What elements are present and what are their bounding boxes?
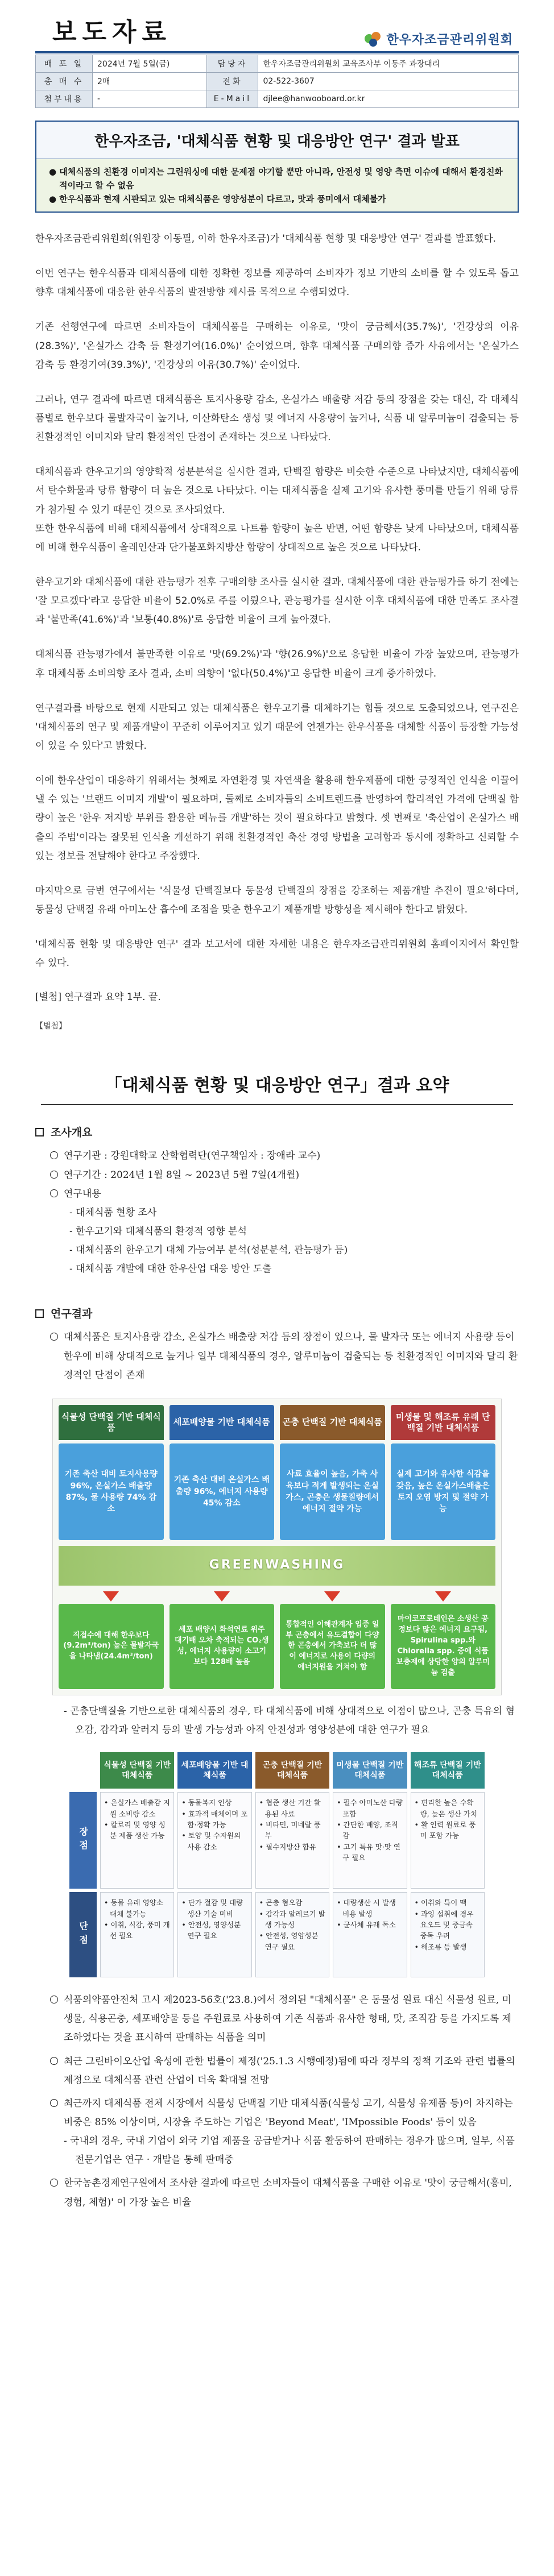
figure-merit-box: 사료 효율이 높음, 가축 사육보다 적게 발생되는 온실가스, 곤충은 생물질량에서 에너지 절약 가능 [280, 1443, 385, 1540]
figure-corner [69, 1752, 97, 1789]
press-title: 보도자료 [52, 18, 172, 47]
headline-point: ● 한우식품과 현재 시판되고 있는 대체식품은 영양성분이 다르고, 맛과 풍미에서 대체불가 [49, 194, 386, 204]
logo [365, 30, 519, 48]
comparison-cell: • 편리한 높은 수확량, 높은 생산 가치 • 활 인력 원료로 풍미 포함 가능 [411, 1792, 485, 1889]
logo-text: 한우자조금관리위원회 [386, 33, 513, 47]
square-bullet-icon [35, 1309, 44, 1318]
figure-column [280, 1405, 385, 1540]
figure-column-head: 곤충 단백질 기반 대체식품 [280, 1405, 385, 1440]
paragraph: 이번 연구는 한우식품과 대체식품에 대한 정확한 정보를 제공하여 소비자가 정보 기반의 소비를 할 수 있도록 돕고 향후 대체식품에 대응한 한우식품의 발전방향 제시를 목적으로 수행되었다. [35, 268, 519, 298]
meta-label: E-Mail [207, 90, 258, 108]
circle-bullet-icon [50, 2099, 58, 2107]
comparison-cell: • 협준 생산 기간 활용된 사료 • 비타민, 미네랄 풍부 • 필수지방산 함유 [255, 1792, 329, 1889]
figure-demerit-box: 세포 배양시 화석연료 위주 대기배 오차 축적되는 CO₂생성, 에너지 사용량이 소고기보다 128배 높음 [169, 1604, 275, 1689]
paragraph: 연구결과를 바탕으로 현재 시판되고 있는 대체식품은 한우고기를 대체하기는 힘들 것으로 도출되었으나, 연구진은 '대체식품의 연구 및 제품개발이 꾸준히 이루어지고 있기 때문에 언젠가는 한우식품을 대체할 식품이 등장할 가능성이 있을 수 있다'고 밝혔다. [35, 702, 519, 752]
comparison-cell: • 동물복지 인상 • 효과적 매체이며 포함·정확 가능 • 토양 및 수자원의 사용 감소 [177, 1792, 251, 1889]
attachment-tag: 【별첨】 [35, 1022, 67, 1031]
meta-value: 2매 [93, 73, 207, 90]
down-arrow-icon [391, 1591, 496, 1604]
figure-column-head: 세포배양물 기반 대체식품 [169, 1405, 275, 1440]
comparison-cell: • 온실가스 배출감 지원 소비량 감소 • 칼로리 및 영양 성분 제품 생산 가능 [100, 1792, 174, 1889]
comparison-column-head: 식물성 단백질 기반 대체식품 [100, 1752, 174, 1789]
overview-subitem: - 한우고기와 대체식품의 환경적 영향 분석 [69, 1225, 247, 1237]
results-item: 최근까지 대체식품 전체 시장에서 식물성 단백질 기반 대체식품(식물성 고기, 식물성 유제품 등)이 차지하는 비중은 85% 이상이며, 시장을 주도하는 기업은 'Beyond Meat', 'IMpossible Foods' 등이 있음 [35, 2094, 519, 2132]
comparison-cell: • 대량생산 시 발생 비용 발생 • 균사체 유래 독소 [333, 1892, 407, 1977]
comparison-cell: • 동물 유래 영양소 대체 불가능 • 이취, 식감, 풍미 개선 필요 [100, 1892, 174, 1977]
down-arrow-icon [280, 1591, 385, 1604]
overview-subitem: - 대체식품의 한우고기 대체 가능여부 분석(성분분석, 관능평가 등) [69, 1245, 348, 1256]
results-item: 식품의약품안전처 고시 제2023-56호('23.8.)에서 정의된 "대체식품" 은 동물성 원료 대신 식물성 원료, 미생물, 식용곤충, 세포배양물 등을 주원료로 사용하여 기존 식품과 유사한 형태, 맛, 조직감 등을 가지도록 제조하였다는 것을 표시하여 판매하는 식품을 의미 [35, 1991, 519, 2047]
article-body [35, 230, 519, 973]
greenwashing-band: GREENWASHING [59, 1546, 495, 1586]
meta-label: 전화 [207, 73, 258, 90]
meta-value: - [93, 90, 207, 108]
comparison-cell: • 단가 절감 및 대량 생산 기술 미비 • 안전성, 영양성분 연구 필요 [177, 1892, 251, 1977]
overview-item: 연구내용 [35, 1185, 519, 1204]
section-heading: 조사개요 [35, 1122, 519, 1143]
overview-subitem: - 대체식품 개발에 대한 한우산업 대응 방안 도출 [69, 1263, 272, 1275]
paragraph: 한우자조금관리위원회(위원장 이동필, 이하 한우자조금)가 '대체식품 현황 및 대응방안 연구' 결과를 발표했다. [35, 233, 497, 244]
results-item: 최근 그린바이오산업 육성에 관한 법률이 제정('25.1.3 시행예정)됨에 따라 정부의 정책 기조와 관련 법률의 제정으로 대체식품 관련 산업이 더욱 확대될 전망 [35, 2052, 519, 2090]
headline-title: 한우자조금, '대체식품 현황 및 대응방안 연구' 결과 발표 [36, 122, 518, 159]
comparison-column-head: 곤충 단백질 기반 대체식품 [255, 1752, 329, 1789]
overview-subitem: - 대체식품 현황 조사 [69, 1206, 157, 1218]
figure-merit-box: 기존 축산 대비 온실가스 배출량 96%, 에너지 사용량 45% 감소 [169, 1443, 275, 1540]
meta-label: 총 매 수 [36, 73, 93, 90]
meta-label: 담당자 [207, 55, 258, 73]
results-item: 대체식품은 토지사용량 감소, 온실가스 배출량 저감 등의 장점이 있으나, 물 발자국 또는 에너지 사용량 등이 한우에 비해 상대적으로 높거나 일부 대체식품의 경우, 알루미늄이 검출되는 등 친환경적인 이미지와 달리 환경적인 단점이 존재 [35, 1328, 519, 1384]
annex-title: 「대체식품 현황 및 대응방안 연구」결과 요약 [105, 1076, 449, 1096]
press-header [35, 11, 519, 53]
comparison-row-demerit: 단점 [69, 1892, 97, 1977]
meta-value: 02-522-3607 [258, 73, 519, 90]
headline-point: ● 대체식품의 친환경 이미지는 그린워싱에 대한 문제점 야기할 뿐만 아니라, 안전성 및 영양 측면 이슈에 대해서 환경친화적이라고 할 수 없음 [49, 167, 503, 190]
paragraph: '대체식품 현황 및 대응방안 연구' 결과 보고서에 대한 자세한 내용은 한우자조금관리위원회 홈페이지에서 확인할 수 있다. [35, 939, 519, 969]
down-arrow-icon [169, 1591, 275, 1604]
figure-column-head: 미생물 및 해조류 유래 단백질 기반 대체식품 [391, 1405, 496, 1440]
logo-mark-icon [365, 31, 382, 48]
annex-body [35, 1122, 519, 2212]
comparison-row-merit: 장점 [69, 1792, 97, 1889]
comparison-column-head: 해조류 단백질 기반 대체식품 [411, 1752, 485, 1789]
email-link[interactable]: djlee@hanwooboard.or.kr [258, 90, 519, 108]
meta-value: 2024년 7월 5일(금) [93, 55, 207, 73]
paragraph: 또한 한우식품에 비해 대체식품에서 상대적으로 나트륨 함량이 높은 반면, 어떤 함량은 낮게 나타났으며, 대체식품에 비해 한우식품이 올레인산과 단가불포화지방산 함량이 상대적으로 높은 것으로 나타났다. [35, 522, 519, 553]
paragraph: 마지막으로 금번 연구에서는 '식물성 단백질보다 동물성 단백질의 장점을 강조하는 제품개발 추진이 필요'하다며, 동물성 단백질 유래 아미노산 흡수에 조점을 맞춘 한우고기 제품개발 방향성을 제시해야 한다고 밝혔다. [35, 885, 519, 915]
circle-bullet-icon [50, 2179, 58, 2187]
headline-points [36, 159, 518, 211]
annex-divider [41, 1104, 513, 1105]
figure-column-bottom [59, 1591, 164, 1689]
circle-bullet-icon [50, 2057, 58, 2065]
results-subitem: - 곤충단백질을 기반으로한 대체식품의 경우, 타 대체식품에 비해 상대적으로 이점이 많으나, 곤충 특유의 혐오감, 감각과 알러지 등의 발생 가능성과 아직 안전성과 영양성분에 대한 연구가 필요 [64, 1705, 515, 1736]
headline-box [35, 121, 519, 213]
paragraph: 그러나, 연구 결과에 따르면 대체식품은 토지사용량 감소, 온실가스 배출량 저감 등의 장점을 갖는 대신, 각 대체식품별로 한우보다 물발자국이 높거나, 이산화탄소 생성 및 에너지 사용량이 높거나, 식품 내 알루미늄이 검출되는 등 친환경적인 이미지와 달리 환경적인 단점이 존재하는 것으로 나타났다. [35, 393, 519, 443]
comparison-column-head: 세포배양물 기반 대체식품 [177, 1752, 251, 1789]
figure-column [169, 1405, 275, 1540]
paragraph: 대체식품과 한우고기의 영양학적 성분분석을 실시한 결과, 단백질 함량은 비슷한 수준으로 나타났지만, 대체식품에서 탄수화물과 당류 함량이 더 높은 것으로 나타났다. 이는 대체식품을 실제 고기와 유사한 풍미를 만들기 위해 당류가 첨가될 수 있기 때문인 것으로 조사되었다. [35, 466, 519, 516]
figure-merit-box: 기존 축산 대비 토지사용량 96%, 온실가스 배출량 87%, 물 사용량 74% 감소 [59, 1443, 164, 1540]
overview-item: 연구기간 : 2024년 1월 8일 ~ 2023년 5월 7일(4개월) [35, 1166, 519, 1185]
meta-label: 배 포 일 [36, 55, 93, 73]
results-subitem: - 국내의 경우, 국내 기업이 외국 기업 제품을 공급받거나 식품 활동하여 판매하는 경우가 많으며, 일부, 식품 전문기업은 연구 · 개발을 통해 판매중 [64, 2135, 515, 2166]
figure-demerit-box: 통합적인 이해관계자 입증 일부 곤충에서 유도결합이 다양한 곤충에서 가축보다 더 많이 에너지로 사용이 다량의 에너지원을 거쳐야 함 [280, 1604, 385, 1689]
circle-bullet-icon [50, 1171, 58, 1179]
comparison-figure [69, 1752, 485, 1977]
overview-item: 연구기관 : 강원대학교 산학협력단(연구책임자 : 장애라 교수) [35, 1147, 519, 1165]
figure-merit-box: 실제 고기와 유사한 식감을 갖음, 높은 온실가스배출은 토지 오염 방지 및 절약 가능 [391, 1443, 496, 1540]
circle-bullet-icon [50, 1151, 58, 1159]
meta-value: 한우자조금관리위원회 교육조사부 이동주 과장대리 [258, 55, 519, 73]
figure-column-bottom [391, 1591, 496, 1689]
results-item: 한국농촌경제연구원에서 조사한 결과에 따르면 소비자들이 대체식품을 구매한 이유로 '맛이 궁금해서(흥미, 경험, 체험)' 이 가장 높은 비율 [35, 2174, 519, 2212]
section-heading: 연구결과 [35, 1304, 519, 1325]
figure-column-bottom [280, 1591, 385, 1689]
comparison-cell: • 곤충 혐오감 • 감각과 알레르기 발생 가능성 • 안전성, 영양성분 연구 필요 [255, 1892, 329, 1977]
figure-column-bottom [169, 1591, 275, 1689]
figure-column-head: 식물성 단백질 기반 대체식품 [59, 1405, 164, 1440]
paragraph: 대체식품 관능평가에서 불만족한 이유로 '맛(69.2%)'과 '향(26.9%)'으로 응답한 비율이 가장 높았으며, 관능평가 후 대체식품 소비의향 조사 결과, 소비 의향이 '없다(50.4%)'고 응답한 비율이 크게 증가하였다. [35, 649, 519, 679]
comparison-cell: • 필수 아미노산 다량 포함 • 간단한 배양, 조직 감 • 고기 특유 맛·맛 연구 필요 [333, 1792, 407, 1889]
meta-table [35, 55, 519, 108]
figure-demerit-box: 마이코프로테인은 소생산 공정보다 많은 에너지 요구됨, Spirulina spp.와 Chlorella spp. 중에 식품 보충제에 상당한 양의 알루미늄 검출 [391, 1604, 496, 1689]
meta-label: 첨부내용 [36, 90, 93, 108]
environment-figure [52, 1399, 502, 1695]
figure-column [391, 1405, 496, 1540]
attachment-note: [별첨] 연구결과 요약 1부. 끝. [35, 992, 161, 1003]
down-arrow-icon [59, 1591, 164, 1604]
square-bullet-icon [35, 1128, 44, 1136]
paragraph: 기존 선행연구에 따르면 소비자들이 대체식품을 구매하는 이유로, '맛이 궁금해서(35.7%)', '건강상의 이유(28.3%)', '온실가스 감축 등 환경기여(16.0%)' 순이었으며, 향후 대체식품 구매의향 증가 사유에서는 '온실가스 감축 등 환경기여(39.3%)', '건강상의 이유(30.7%)' 순이었다. [35, 321, 519, 371]
comparison-column-head: 미생물 단백질 기반 대체식품 [333, 1752, 407, 1789]
figure-demerit-box: 직접수에 대해 한우보다(9.2m³/ton) 높은 물발자국을 나타냄(24.4m³/ton) [59, 1604, 164, 1689]
circle-bullet-icon [50, 1996, 58, 2003]
figure-column [59, 1405, 164, 1540]
paragraph: 이에 한우산업이 대응하기 위해서는 첫째로 자연환경 및 자연색을 활용해 한우제품에 대한 긍정적인 인식을 이끌어 낼 수 있는 '브랜드 이미지 개발'이 필요하며, 둘째로 소비자들의 소비트렌드를 반영하여 합리적인 가격에 단백질 함량이 높은 '한우 저지방 부위를 활용한 메뉴를 개발'하는 것이 필요하다고 밝혔다. 셋 번째로 '축산업이 온실가스 배출의 주범'이라는 잘못된 인식을 개선하기 위해 친환경적인 축산 경영 방법을 고려함과 동시에 정확하고 신뢰할 수 있는 정보를 전달해야 한다고 주장했다. [35, 775, 519, 862]
circle-bullet-icon [50, 1189, 58, 1197]
circle-bullet-icon [50, 1333, 58, 1341]
paragraph: 한우고기와 대체식품에 대한 관능평가 전후 구매의향 조사를 실시한 결과, 대체식품에 대한 관능평가를 하기 전에는 '잘 모르겠다'라고 응답한 비율이 52.0%로 주를 이뤘으나, 관능평가를 실시한 이후 대체식품에 대한 만족도 조사결과 '불만족(41.6%)'과 '보통(40.8%)'로 응답한 비율이 크게 높아졌다. [35, 576, 519, 626]
comparison-cell: • 이취와 특이 맥 • 과잉 섭취에 경우 요오드 및 중금속 중독 우려 • 해조류 등 발생 [411, 1892, 485, 1977]
